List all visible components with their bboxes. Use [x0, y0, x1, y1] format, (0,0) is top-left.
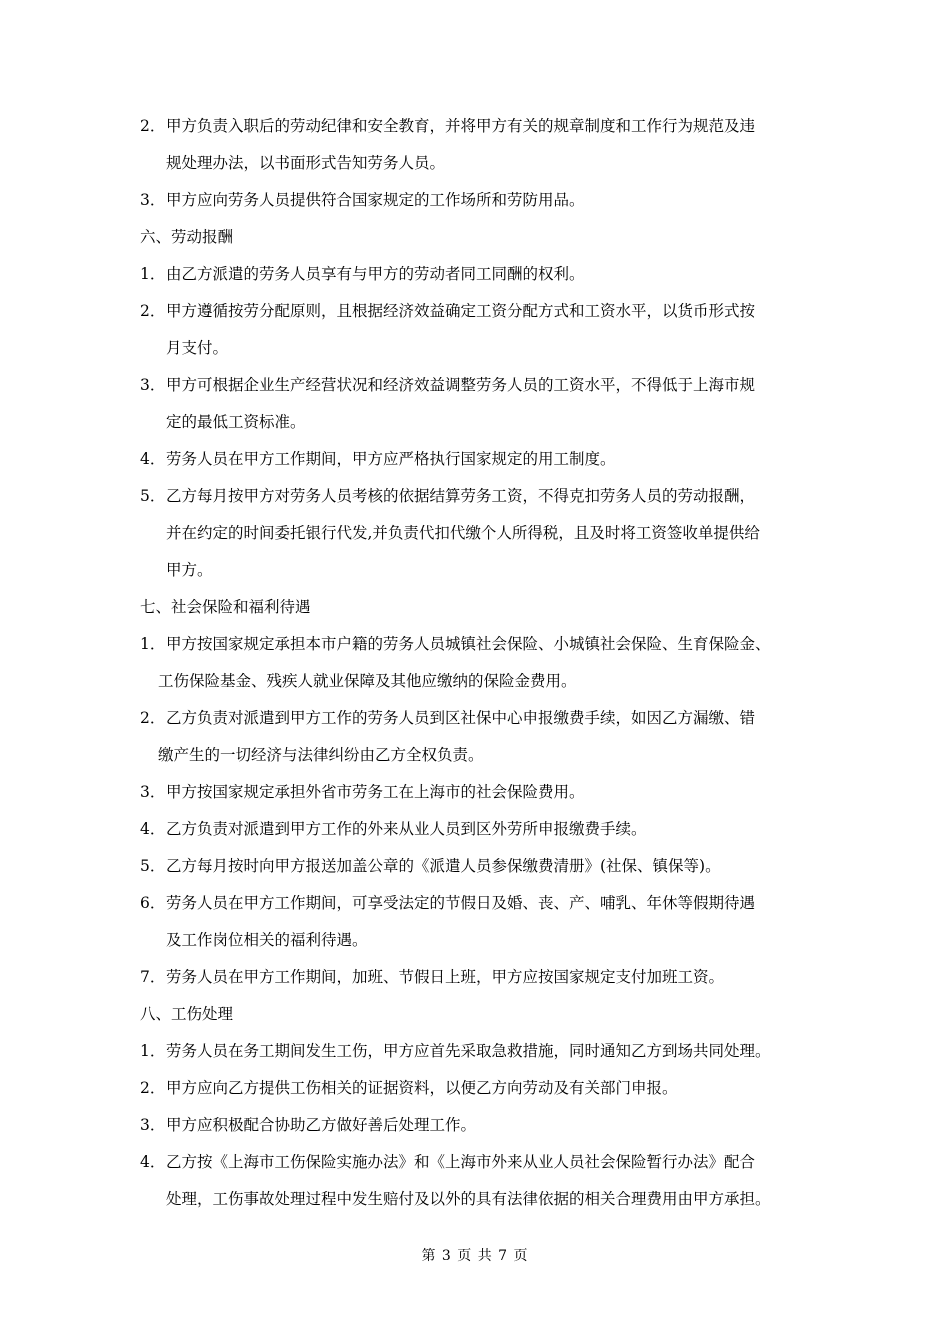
list-item-continuation: 处理，工伤事故处理过程中发生赔付及以外的具有法律依据的相关合理费用由甲方承担。: [166, 1190, 771, 1208]
list-item-text: 乙方负责对派遣到甲方工作的外来从业人员到区外劳所申报缴费手续。: [166, 820, 647, 838]
list-item-number: 5．: [140, 487, 166, 505]
list-item-text: 甲方按国家规定承担外省市劳务工在上海市的社会保险费用。: [166, 783, 585, 801]
list-item-text: 甲方负责入职后的劳动纪律和安全教育，并将甲方有关的规章制度和工作行为规范及违: [166, 117, 756, 135]
list-item-line: [140, 885, 820, 922]
list-item-number: 7．: [140, 968, 166, 986]
list-item-number: 2．: [140, 117, 166, 135]
list-item: [140, 108, 820, 182]
document-body: [140, 108, 820, 1218]
list-item-continuation: 甲方。: [166, 561, 213, 579]
list-item-number: 2．: [140, 709, 166, 727]
list-item-line: [140, 1107, 820, 1144]
list-item-line: [140, 700, 820, 737]
list-item-number: 3．: [140, 1116, 166, 1134]
list-item-text: 乙方负责对派遣到甲方工作的劳务人员到区社保中心申报缴费手续，如因乙方漏缴、错: [166, 709, 756, 727]
list-item: [140, 811, 820, 848]
list-item-number: 4．: [140, 450, 166, 468]
list-item: [140, 478, 820, 589]
list-item: [140, 367, 820, 441]
list-item-text: 劳务人员在甲方工作期间，加班、节假日上班，甲方应按国家规定支付加班工资。: [166, 968, 725, 986]
page-footer: 第 3 页 共 7 页: [421, 1248, 529, 1264]
list-item-line: [140, 959, 820, 996]
list-item-number: 4．: [140, 1153, 166, 1171]
list-item: [140, 885, 820, 959]
list-item-continuation: 并在约定的时间委托银行代发,并负责代扣代缴个人所得税，且及时将工资签收单提供给: [166, 524, 760, 542]
list-item-line: [140, 1070, 820, 1107]
list-item-text: 由乙方派遣的劳务人员享有与甲方的劳动者同工同酬的权利。: [166, 265, 585, 283]
list-item: [140, 1070, 820, 1107]
section-heading: 七、社会保险和福利待遇: [140, 598, 311, 616]
list-item: [140, 441, 820, 478]
list-item-number: 5．: [140, 857, 166, 875]
list-item-number: 3．: [140, 783, 166, 801]
list-item-number: 3．: [140, 376, 166, 394]
list-item: [140, 700, 820, 774]
list-item-number: 2．: [140, 1079, 166, 1097]
list-item: [140, 959, 820, 996]
list-item-line: [140, 1033, 820, 1070]
list-item-number: 2．: [140, 302, 166, 320]
section-heading: 八、工伤处理: [140, 1005, 234, 1023]
list-item-line: [140, 848, 820, 885]
list-item-number: 1．: [140, 265, 166, 283]
list-item-line: [140, 626, 820, 663]
list-item: [140, 1107, 820, 1144]
list-item-number: 4．: [140, 820, 166, 838]
list-item: [140, 774, 820, 811]
list-item-text: 乙方每月按时向甲方报送加盖公章的《派遣人员参保缴费清册》(社保、镇保等)。: [166, 857, 721, 875]
list-item-text: 甲方可根据企业生产经营状况和经济效益调整劳务人员的工资水平，不得低于上海市规: [166, 376, 756, 394]
list-item: [140, 182, 820, 219]
list-item-continuation: 规处理办法，以书面形式告知劳务人员。: [166, 154, 446, 172]
list-item-line: [140, 256, 820, 293]
list-item-line: [140, 182, 820, 219]
list-item-number: 1．: [140, 635, 166, 653]
list-item-line: [140, 1144, 820, 1181]
list-item-text: 甲方应向劳务人员提供符合国家规定的工作场所和劳防用品。: [166, 191, 585, 209]
list-item-continuation: 及工作岗位相关的福利待遇。: [166, 931, 368, 949]
list-item-number: 1．: [140, 1042, 166, 1060]
list-item-text: 劳务人员在甲方工作期间，可享受法定的节假日及婚、丧、产、哺乳、年休等假期待遇: [166, 894, 756, 912]
list-item-text: 劳务人员在务工期间发生工伤，甲方应首先采取急救措施，同时通知乙方到场共同处理。: [166, 1042, 771, 1060]
list-item-line: [140, 293, 820, 330]
list-item-continuation: 月支付。: [166, 339, 229, 357]
list-item-continuation: 工伤保险基金、残疾人就业保障及其他应缴纳的保险金费用。: [158, 672, 577, 690]
list-item-number: 6．: [140, 894, 166, 912]
list-item-text: 乙方每月按甲方对劳务人员考核的依据结算劳务工资，不得克扣劳务人员的劳动报酬，: [166, 487, 756, 505]
list-item: [140, 256, 820, 293]
list-item: [140, 1033, 820, 1070]
list-item-text: 甲方按国家规定承担本市户籍的劳务人员城镇社会保险、小城镇社会保险、生育保险金、: [166, 635, 771, 653]
list-item-line: [140, 478, 820, 515]
list-item-line: [140, 108, 820, 145]
list-item-line: [140, 367, 820, 404]
list-item-text: 甲方遵循按劳分配原则，且根据经济效益确定工资分配方式和工资水平，以货币形式按: [166, 302, 756, 320]
list-item-line: [140, 441, 820, 478]
list-item-text: 乙方按《上海市工伤保险实施办法》和《上海市外来从业人员社会保险暂行办法》配合: [166, 1153, 756, 1171]
list-item-text: 甲方应向乙方提供工伤相关的证据资料，以便乙方向劳动及有关部门申报。: [166, 1079, 678, 1097]
list-item-line: [140, 811, 820, 848]
list-item-line: [140, 774, 820, 811]
section-heading: 六、劳动报酬: [140, 228, 234, 246]
list-item: [140, 1144, 820, 1218]
list-item-continuation: 定的最低工资标准。: [166, 413, 306, 431]
list-item-text: 甲方应积极配合协助乙方做好善后处理工作。: [166, 1116, 477, 1134]
list-item: [140, 293, 820, 367]
list-item-continuation: 缴产生的一切经济与法律纠纷由乙方全权负责。: [158, 746, 484, 764]
list-item-text: 劳务人员在甲方工作期间，甲方应严格执行国家规定的用工制度。: [166, 450, 616, 468]
list-item: [140, 848, 820, 885]
list-item: [140, 626, 820, 700]
list-item-number: 3．: [140, 191, 166, 209]
